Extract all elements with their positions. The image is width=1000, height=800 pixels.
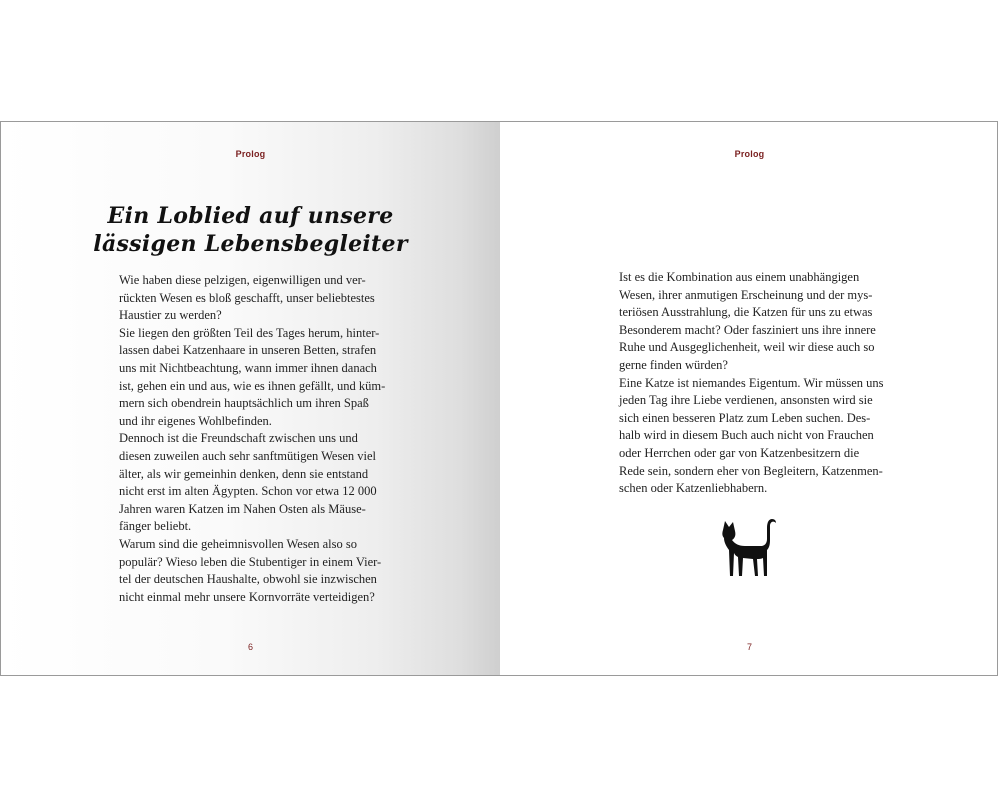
chapter-title-line-2: lässigen Lebensbegleiter [93,231,408,257]
left-body-text [119,272,401,606]
text-line: lassen dabei Katzenhaare in unseren Betten, strafen [119,343,377,358]
text-line: und ihr eigenes Wohlbefinden. [119,413,272,428]
text-line: gerne finden würden? [619,357,728,372]
running-head-right: Prolog [734,149,765,159]
chapter-title [1,202,500,258]
text-line: tel der deutschen Haushalte, obwohl sie inzwischen [119,572,377,587]
text-line: oder Herrchen oder gar von Katzenbesitzern die [619,445,860,460]
book-spread [0,121,998,676]
text-line: Warum sind die geheimnisvollen Wesen also so [119,536,357,551]
right-page [500,122,998,675]
text-line: rückten Wesen es bloß geschafft, unser beliebtestes [119,290,375,305]
text-line: halb wird in diesem Buch auch nicht von Frauchen [619,428,874,443]
text-line: Wie haben diese pelzigen, eigenwilligen und ver- [119,273,366,287]
text-line: schen oder Katzenliebhabern. [619,481,768,496]
text-line: nicht einmal mehr unsere Kornvorräte verteidigen? [119,589,375,604]
text-line: populär? Wieso leben die Stubentiger in einem Vier- [119,554,382,569]
text-line: Haustier zu werden? [119,308,222,323]
text-line: Jahren waren Katzen im Nahen Osten als Mäuse- [119,501,366,516]
text-line: jeden Tag ihre Liebe verdienen, ansonsten wird sie [619,393,873,408]
right-body-text [619,269,895,498]
text-line: teriösen Ausstrahlung, die Katzen für uns zu etwas [619,305,873,320]
left-page [1,122,500,675]
text-line: mern sich obendrein hauptsächlich um ihren Spaß [119,396,369,411]
text-line: Rede sein, sondern eher von Begleitern, Katzenmen- [619,463,883,478]
page-number-left: 6 [247,642,253,652]
text-line: älter, als wir gemeinhin denken, denn sie entstand [119,466,369,481]
text-line: Eine Katze ist niemandes Eigentum. Wir müssen uns [619,375,884,390]
text-line: nicht erst im alten Ägypten. Schon vor etwa 12 000 [119,484,377,499]
page-number-right: 7 [746,642,752,652]
running-head-left: Prolog [235,149,266,159]
text-line: Ist es die Kombination aus einem unabhängigen [619,270,860,284]
text-line: Dennoch ist die Freundschaft zwischen uns und [119,431,358,446]
text-line: sich einen besseren Platz zum Leben suchen. Des- [619,410,871,425]
text-line: Ruhe und Ausgeglichenheit, weil wir diese auch so [619,340,875,355]
text-line: Wesen, ihrer anmutigen Erscheinung und der mys- [619,287,873,302]
text-line: Sie liegen den größten Teil des Tages herum, hinter- [119,325,380,340]
text-line: uns mit Nichtbeachtung, wann immer ihnen danach [119,360,377,375]
cat-silhouette-icon [721,518,777,582]
text-line: fänger beliebt. [119,519,192,534]
chapter-title-line-1: Ein Loblied auf unsere [107,203,394,229]
text-line: ist, gehen ein und aus, wie es ihnen gefällt, und küm- [119,378,386,393]
text-line: diesen zuweilen auch sehr sanftmütigen Wesen viel [119,448,377,463]
text-line: Besonderem macht? Oder fasziniert uns ihre innere [619,322,876,337]
